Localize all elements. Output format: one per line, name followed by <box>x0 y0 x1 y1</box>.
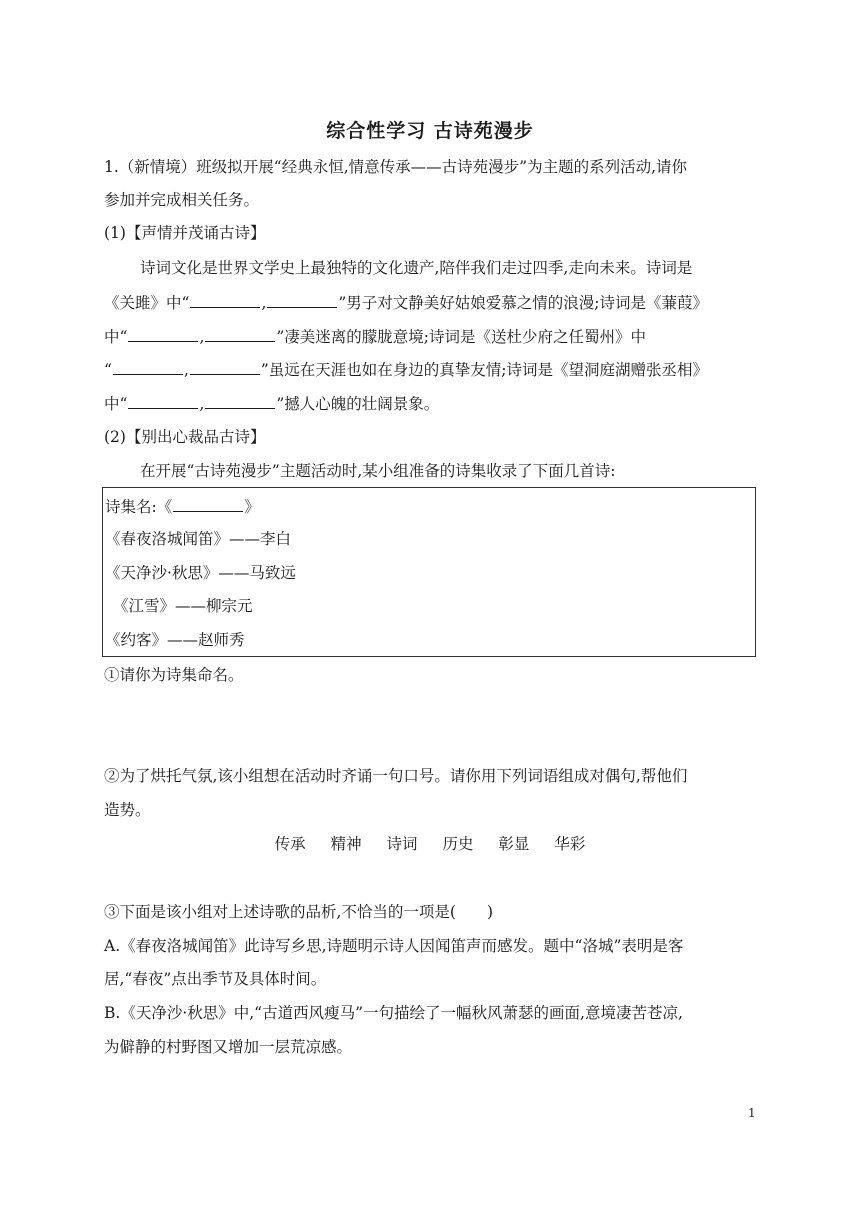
part-1-paragraph-line-1: 诗词文化是世界文学史上最独特的文化遗产,陪伴我们走过四季,走向未来。诗词是 <box>140 259 693 277</box>
part-1-paragraph-line-4 <box>104 359 708 380</box>
text-segment: ”撼人心魄的壮阔景象。 <box>276 395 440 413</box>
text-segment: ”男子对文静美好姑娘爱慕之情的浪漫;诗词是《蒹葭》 <box>338 294 709 312</box>
part-1-paragraph-line-2 <box>104 292 708 313</box>
part-1-heading: (1)【声情并茂诵古诗】 <box>104 224 266 242</box>
question-b-line-2: 造势。 <box>104 801 151 819</box>
word-item: 彰显 <box>498 835 530 853</box>
text-segment: ”凄美迷离的朦胧意境;诗词是《送杜少府之任蜀州》中 <box>276 328 647 346</box>
word-list <box>0 834 860 854</box>
text-segment: 《关雎》中“ <box>104 294 190 312</box>
page-number: 1 <box>748 1106 756 1120</box>
word-item: 诗词 <box>386 835 418 853</box>
poem-item: 《江雪》——柳宗元 <box>113 597 253 615</box>
collection-name-blank[interactable] <box>173 496 243 512</box>
answer-blank[interactable] <box>113 359 183 375</box>
poem-item: 《春夜洛城闻笛》——李白 <box>105 530 292 548</box>
word-item: 精神 <box>330 835 362 853</box>
answer-blank[interactable] <box>205 326 275 342</box>
text-segment: ”虽远在天涯也如在身边的真挚友情;诗词是《望洞庭湖赠张丞相》 <box>260 361 709 379</box>
text-segment: “ <box>104 361 112 379</box>
answer-blank[interactable] <box>190 359 260 375</box>
part-2-intro: 在开展“古诗苑漫步”主题活动时,某小组准备的诗集收录了下面几首诗: <box>140 462 616 480</box>
answer-blank[interactable] <box>267 292 337 308</box>
text-segment: , <box>183 361 189 379</box>
poem-item: 《约客》——赵师秀 <box>105 631 245 649</box>
question-a: ①请你为诗集命名。 <box>104 666 244 684</box>
option-b-line-2: 为僻静的村野图又增加一层荒凉感。 <box>104 1038 353 1056</box>
question-1-line-1: 1.（新情境）班级拟开展“经典永恒,情意传承——古诗苑漫步”为主题的系列活动,请你 <box>104 158 687 176</box>
text-segment: , <box>199 395 205 413</box>
poem-collection-box <box>102 487 756 657</box>
answer-blank[interactable] <box>128 326 198 342</box>
text-segment: , <box>261 294 267 312</box>
answer-blank[interactable] <box>190 292 260 308</box>
collection-name-row <box>105 496 260 517</box>
text-segment: 诗集名:《 <box>105 498 173 516</box>
option-b-line-1: B.《天净沙·秋思》中,“古道西风瘦马”一句描绘了一幅秋风萧瑟的画面,意境凄苦苍凉, <box>104 1004 683 1022</box>
word-item: 历史 <box>442 835 474 853</box>
text-segment: , <box>199 328 205 346</box>
word-item: 华彩 <box>554 835 586 853</box>
option-a-line-1: A.《春夜洛城闻笛》此诗写乡思,诗题明示诗人因闻笛声而感发。题中“洛城”表明是客 <box>104 937 684 955</box>
part-1-paragraph-line-3 <box>104 326 646 347</box>
option-a-line-2: 居,“春夜”点出季节及具体时间。 <box>104 970 327 988</box>
word-item: 传承 <box>274 835 306 853</box>
poem-item: 《天净沙·秋思》——马致远 <box>105 564 296 582</box>
text-segment: 中“ <box>104 395 128 413</box>
text-segment: 中“ <box>104 328 128 346</box>
page-title: 综合性学习 古诗苑漫步 <box>326 120 534 142</box>
part-2-heading: (2)【别出心裁品古诗】 <box>104 428 266 446</box>
answer-blank[interactable] <box>128 393 198 409</box>
text-segment: 》 <box>244 498 260 516</box>
question-b-line-1: ②为了烘托气氛,该小组想在活动时齐诵一句口号。请你用下列词语组成对偶句,帮他们 <box>104 767 688 785</box>
question-1-line-2: 参加并完成相关任务。 <box>104 191 260 209</box>
answer-blank[interactable] <box>205 393 275 409</box>
question-c: ③下面是该小组对上述诗歌的品析,不恰当的一项是( ) <box>104 903 494 921</box>
part-1-paragraph-line-5 <box>104 393 439 414</box>
